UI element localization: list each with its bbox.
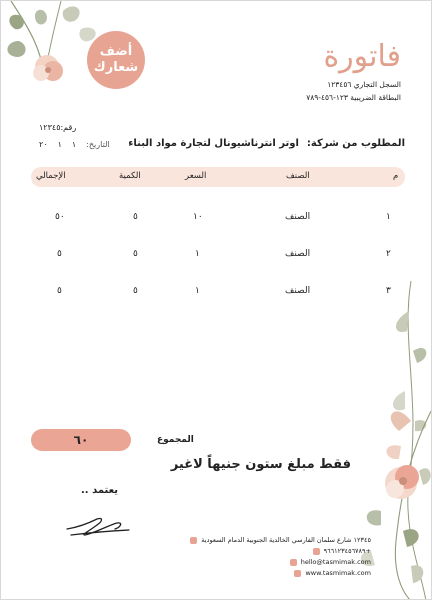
total-value: ٦٠ bbox=[73, 433, 89, 447]
col-header-price: السعر bbox=[185, 171, 207, 181]
email-icon bbox=[290, 559, 297, 566]
contact-website bbox=[294, 569, 371, 577]
row-price: ١ bbox=[195, 249, 200, 259]
commercial-register: السجل التجاري ١٢٣٤٥٦ bbox=[327, 80, 401, 89]
address-text: ١٢٣٤٥ شارع سلمان الفارسي الخالدية الجنوبية الدمام السعودية bbox=[201, 536, 371, 544]
website-text[interactable]: www.tasmimak.com bbox=[305, 569, 371, 577]
row-total: ٥٠ bbox=[55, 212, 65, 222]
col-header-index: م bbox=[393, 171, 399, 181]
amount-in-words: فقط مبلغ ستون جنيهاً لاغير bbox=[170, 457, 351, 472]
row-item: الصنف bbox=[285, 286, 311, 296]
row-index: ٣ bbox=[386, 286, 391, 296]
row-total: ٥ bbox=[57, 286, 62, 296]
row-total: ٥ bbox=[57, 249, 62, 259]
badge-line2: شعارك bbox=[93, 60, 139, 75]
row-price: ١ bbox=[195, 286, 200, 296]
row-index: ٢ bbox=[386, 249, 391, 259]
company-name: اوتر انترناشيونال لتجارة مواد البناء bbox=[128, 138, 299, 149]
row-qty: ٥ bbox=[133, 212, 138, 222]
phone-icon bbox=[313, 548, 320, 555]
row-price: ١٠ bbox=[193, 212, 203, 222]
col-header-total: الإجمالي bbox=[36, 171, 66, 181]
email-text[interactable]: hello@tasmimak.com bbox=[300, 558, 371, 566]
requested-from-label: المطلوب من شركة: bbox=[306, 138, 405, 149]
approval-label: يعتمد .. bbox=[81, 485, 119, 496]
location-icon bbox=[190, 537, 197, 544]
table-header-band bbox=[31, 167, 405, 187]
row-item: الصنف bbox=[285, 249, 311, 259]
contact-email bbox=[290, 558, 371, 566]
requested-from bbox=[128, 138, 405, 149]
date-year: ٢٠ bbox=[39, 140, 48, 149]
registration-info bbox=[306, 78, 401, 104]
invoice-title: فاتورة bbox=[323, 39, 401, 74]
contact-phone bbox=[313, 547, 371, 555]
row-index: ١ bbox=[386, 212, 391, 222]
col-header-item: الصنف bbox=[286, 171, 310, 181]
contact-address bbox=[190, 536, 371, 544]
date-month: ١ bbox=[57, 140, 62, 149]
col-header-qty: الكمية bbox=[119, 171, 141, 181]
row-qty: ٥ bbox=[133, 286, 138, 296]
signature-icon bbox=[63, 513, 133, 539]
invoice-number: رقم:١٢٣٤٥ bbox=[39, 123, 77, 132]
row-qty: ٥ bbox=[133, 249, 138, 259]
globe-icon bbox=[294, 570, 301, 577]
total-label: المجموع bbox=[157, 435, 194, 445]
row-item: الصنف bbox=[285, 212, 311, 222]
tax-card: البطاقة الضريبية ١٢٣-٤٥٦-٧٨٩ bbox=[306, 93, 401, 102]
total-value-pill bbox=[31, 429, 131, 451]
date-label: التاريخ: bbox=[86, 140, 110, 149]
badge-line1: أضف bbox=[99, 44, 133, 59]
date-day: ١ bbox=[71, 140, 77, 149]
invoice-date bbox=[39, 140, 110, 149]
phone-text: +٩٦٦١٢٣٤٥٦٧٨٩ bbox=[323, 547, 371, 555]
logo-placeholder-badge[interactable] bbox=[87, 31, 145, 89]
